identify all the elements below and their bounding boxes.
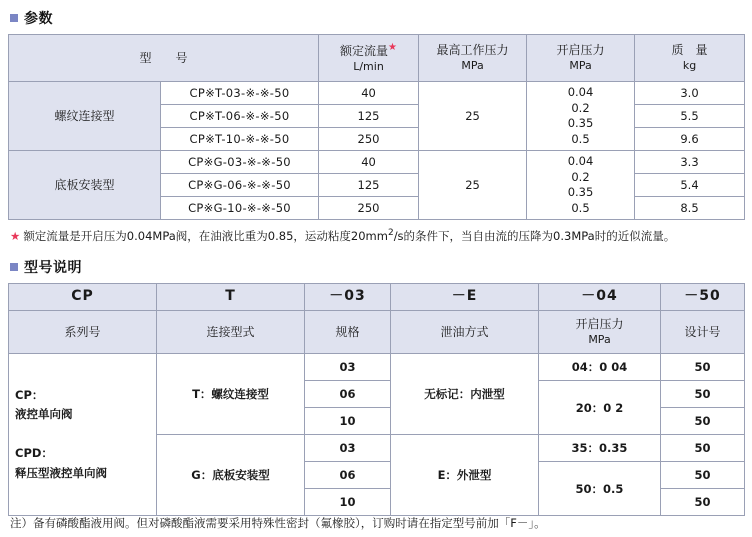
- cell-flow: 125: [319, 105, 419, 128]
- cell-flow: 40: [319, 82, 419, 105]
- name-size: 规格: [305, 311, 391, 354]
- cell-connection-threaded: T：螺纹连接型: [157, 354, 305, 435]
- square-bullet-icon: [10, 263, 18, 271]
- square-bullet-icon: [10, 14, 18, 22]
- cell-crack-pressure-list: [527, 151, 635, 220]
- footnote-superscript: 2: [387, 228, 394, 239]
- cell-size: 06: [305, 462, 391, 489]
- code-drain: －E: [391, 284, 539, 311]
- cell-model: CP※G-06-※-※-50: [161, 174, 319, 197]
- cell-design-number: 50: [661, 408, 745, 435]
- cell-model: CP※G-03-※-※-50: [161, 151, 319, 174]
- cell-design-number: 50: [661, 435, 745, 462]
- footnote-text-a: 额定流量是开启压为0.04MPa阀，在油液比重为0.85，运动粘度20mm: [23, 228, 388, 243]
- cell-model: CP※T-06-※-※-50: [161, 105, 319, 128]
- name-crack-pressure-unit: MPa: [588, 333, 611, 347]
- cell-mass: 3.0: [635, 82, 745, 105]
- crack-pressure-value: 0.04: [567, 154, 594, 169]
- code-size: －03: [305, 284, 391, 311]
- section-heading-model-code: [10, 257, 744, 277]
- cell-size: 10: [305, 408, 391, 435]
- footnote-rated-flow: [10, 227, 744, 245]
- cell-mass: 9.6: [635, 128, 745, 151]
- header-model: 型 号: [9, 35, 319, 82]
- section-title-model-code: 型号说明: [24, 260, 82, 277]
- cell-crack-pressure-code: 50：0.5: [539, 462, 661, 516]
- code-design: －50: [661, 284, 745, 311]
- header-crack-pressure-line1: 开启压力: [556, 43, 605, 57]
- name-crack-pressure: [539, 311, 661, 354]
- header-max-pressure-unit: MPa: [461, 59, 484, 72]
- cell-model: CP※T-03-※-※-50: [161, 82, 319, 105]
- header-mass-line1: 质 量: [671, 43, 708, 57]
- star-marker-icon: ★: [10, 228, 21, 243]
- crack-pressure-value: 0.2: [571, 169, 590, 184]
- cell-drain-external: E：外泄型: [391, 435, 539, 516]
- group-label-threaded: 螺纹连接型: [9, 82, 161, 151]
- cell-mass: 5.5: [635, 105, 745, 128]
- model-name-row: [9, 311, 745, 354]
- crack-pressure-value: 0.2: [571, 100, 590, 115]
- series-cpd-label: CPD：: [15, 446, 53, 461]
- name-design: 设计号: [661, 311, 745, 354]
- cell-mass: 5.4: [635, 174, 745, 197]
- name-series: 系列号: [9, 311, 157, 354]
- cell-drain-internal: 无标记：内泄型: [391, 354, 539, 435]
- code-crack-pressure: －04: [539, 284, 661, 311]
- name-crack-pressure-line1: 开启压力: [575, 317, 624, 332]
- header-crack-pressure-unit: MPa: [569, 59, 592, 72]
- crack-pressure-value: 0.35: [567, 185, 594, 200]
- header-rated-flow-line1: 额定流量: [340, 44, 389, 58]
- cell-mass: 3.3: [635, 151, 745, 174]
- cell-mass: 8.5: [635, 197, 745, 220]
- section-title-parameters: 参数: [24, 11, 53, 27]
- cell-flow: 40: [319, 151, 419, 174]
- header-mass-unit: kg: [682, 59, 697, 72]
- cell-model: CP※G-10-※-※-50: [161, 197, 319, 220]
- code-connection: T: [157, 284, 305, 311]
- bottom-note: 注）备有磷酸酯液用阀。但对磷酸酯液需要采用特殊性密封（氟橡胶），订购时请在指定型号前加「F－」。: [10, 516, 546, 530]
- table-row: [9, 151, 745, 174]
- cell-crack-pressure-code: 04：0 04: [539, 354, 661, 381]
- cell-design-number: 50: [661, 489, 745, 516]
- series-cpd-desc: 释压型液控单向阀: [15, 466, 107, 481]
- cell-size: 10: [305, 489, 391, 516]
- model-code-table: [8, 283, 745, 516]
- crack-pressure-value: 0.5: [571, 131, 590, 146]
- table-row: [9, 82, 745, 105]
- table-header-row: [9, 35, 745, 82]
- cell-design-number: 50: [661, 381, 745, 408]
- cell-model: CP※T-10-※-※-50: [161, 128, 319, 151]
- header-mass: [635, 35, 745, 82]
- footnote-text-b: /s的条件下，当自由流的压降为0.3MPa时的近似流量。: [393, 228, 676, 243]
- code-series: CP: [9, 284, 157, 311]
- header-max-pressure: [419, 35, 527, 82]
- crack-pressure-value: 0.35: [567, 116, 594, 131]
- cell-series-description: [9, 354, 157, 516]
- cell-crack-pressure-list: [527, 82, 635, 151]
- name-connection: 连接型式: [157, 311, 305, 354]
- cell-flow: 250: [319, 128, 419, 151]
- series-cp-label: CP：: [15, 387, 44, 402]
- section-heading-parameters: [10, 8, 744, 28]
- cell-max-pressure: 25: [419, 82, 527, 151]
- model-code-row: [9, 284, 745, 311]
- cell-flow: 250: [319, 197, 419, 220]
- cell-design-number: 50: [661, 462, 745, 489]
- header-rated-flow-unit: L/min: [353, 60, 384, 73]
- table-row: [9, 354, 745, 381]
- cell-flow: 125: [319, 174, 419, 197]
- header-crack-pressure: [527, 35, 635, 82]
- cell-max-pressure: 25: [419, 151, 527, 220]
- cell-design-number: 50: [661, 354, 745, 381]
- cell-crack-pressure-code: 20：0 2: [539, 381, 661, 435]
- cell-connection-subplate: G：底板安装型: [157, 435, 305, 516]
- name-drain: 泄油方式: [391, 311, 539, 354]
- parameters-table: [8, 34, 745, 220]
- cell-size: 03: [305, 435, 391, 462]
- star-marker-icon: ★: [388, 42, 397, 53]
- cell-size: 03: [305, 354, 391, 381]
- crack-pressure-value: 0.04: [567, 85, 594, 99]
- group-label-subplate: 底板安装型: [9, 151, 161, 220]
- cell-size: 06: [305, 381, 391, 408]
- crack-pressure-value: 0.5: [571, 200, 590, 215]
- header-max-pressure-line1: 最高工作压力: [436, 43, 509, 57]
- header-rated-flow: [319, 35, 419, 82]
- series-cp-desc: 液控单向阀: [15, 407, 73, 422]
- cell-crack-pressure-code: 35：0.35: [539, 435, 661, 462]
